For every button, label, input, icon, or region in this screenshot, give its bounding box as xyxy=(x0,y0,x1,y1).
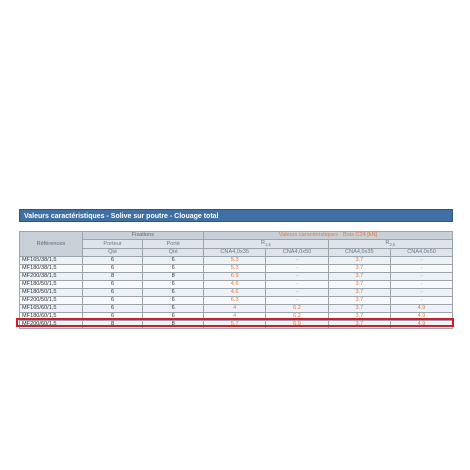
header-references: Références xyxy=(20,232,83,257)
row-r1-cna50: 6.9 xyxy=(266,321,328,329)
row-reference: MF200/60/1,5 xyxy=(20,321,83,329)
header-fixations: Fixations xyxy=(82,232,203,240)
row-r1-cna50: - xyxy=(266,273,328,281)
row-r1-cna50: - xyxy=(266,297,328,305)
r2-symbol: R xyxy=(385,240,390,246)
row-r2-cna50: - xyxy=(391,281,453,289)
row-r1-cna50: - xyxy=(266,289,328,297)
row-porte-qty: 6 xyxy=(143,265,204,273)
table-title: Valeurs caractéristiques - Solive sur poutre - Clouage total xyxy=(19,209,453,222)
row-porteur-qty: 6 xyxy=(82,281,143,289)
row-r1-cna35: 4.6 xyxy=(204,289,266,297)
table-row xyxy=(20,257,453,265)
table-row xyxy=(20,321,453,329)
row-porteur-qty: 8 xyxy=(82,321,143,329)
row-porteur-qty: 6 xyxy=(82,257,143,265)
row-porteur-qty: 6 xyxy=(82,313,143,321)
row-porteur-qty: 6 xyxy=(82,265,143,273)
row-r1-cna50: - xyxy=(266,265,328,273)
row-r2-cna50: - xyxy=(391,265,453,273)
row-r2-cna35: 3.7 xyxy=(328,281,390,289)
row-reference: MF165/38/1,5 xyxy=(20,257,83,265)
characteristic-values-panel xyxy=(19,209,453,329)
table-row xyxy=(20,265,453,273)
row-r2-cna50: - xyxy=(391,257,453,265)
row-r1-cna35: 6.9 xyxy=(204,273,266,281)
row-r2-cna50: - xyxy=(391,297,453,305)
row-porte-qty: 8 xyxy=(143,321,204,329)
row-r2-cna50: - xyxy=(391,273,453,281)
row-porteur-qty: 6 xyxy=(82,297,143,305)
row-porte-qty: 6 xyxy=(143,257,204,265)
row-r1-cna35: 4 xyxy=(204,313,266,321)
table-row xyxy=(20,281,453,289)
table-row xyxy=(20,273,453,281)
header-qte-porteur: Qté xyxy=(82,249,143,257)
title-gap xyxy=(19,222,453,231)
header-row-3 xyxy=(20,249,453,257)
header-r2k xyxy=(328,240,452,249)
row-porte-qty: 6 xyxy=(143,289,204,297)
row-r2-cna50: 4.9 xyxy=(391,305,453,313)
row-reference: MF200/50/1,5 xyxy=(20,297,83,305)
row-r1-cna35: 6.3 xyxy=(204,297,266,305)
row-r2-cna50: 4.9 xyxy=(391,321,453,329)
row-reference: MF180/60/1,5 xyxy=(20,313,83,321)
header-cna-r1-35: CNA4,0x35 xyxy=(204,249,266,257)
row-reference: MF180/50/1,5 xyxy=(20,289,83,297)
characteristic-values-table xyxy=(19,231,453,329)
row-porte-qty: 6 xyxy=(143,281,204,289)
row-r1-cna50: - xyxy=(266,257,328,265)
row-r2-cna35: 3.7 xyxy=(328,273,390,281)
row-reference: MF200/38/1,5 xyxy=(20,273,83,281)
row-r1-cna35: 5.3 xyxy=(204,257,266,265)
row-r2-cna35: 3.7 xyxy=(328,297,390,305)
row-porteur-qty: 6 xyxy=(82,305,143,313)
row-reference: MF180/38/1,5 xyxy=(20,265,83,273)
header-row-2 xyxy=(20,240,453,249)
table-row xyxy=(20,297,453,305)
header-r1k xyxy=(204,240,329,249)
row-r1-cna35: 4.6 xyxy=(204,281,266,289)
header-qte-porte: Qté xyxy=(143,249,204,257)
r1-subscript: 1,k xyxy=(264,242,271,248)
row-r1-cna50: 6.2 xyxy=(266,305,328,313)
header-porteur: Porteur xyxy=(82,240,143,249)
row-r2-cna35: 3.7 xyxy=(328,289,390,297)
row-reference: MF165/60/1,5 xyxy=(20,305,83,313)
row-r2-cna35: 3.7 xyxy=(328,257,390,265)
table-row-highlighted xyxy=(20,313,453,321)
table-row xyxy=(20,289,453,297)
row-porte-qty: 8 xyxy=(143,273,204,281)
row-r1-cna50: 6.2 xyxy=(266,313,328,321)
row-porte-qty: 6 xyxy=(143,297,204,305)
row-r2-cna35: 3.7 xyxy=(328,313,390,321)
header-cna-r2-35: CNA4,0x35 xyxy=(328,249,390,257)
row-r1-cna35: 5.3 xyxy=(204,265,266,273)
row-r2-cna50: - xyxy=(391,289,453,297)
header-row-1 xyxy=(20,232,453,240)
row-porteur-qty: 8 xyxy=(82,273,143,281)
header-cna-r1-50: CNA4,0x50 xyxy=(266,249,328,257)
table-row xyxy=(20,305,453,313)
header-cna-r2-50: CNA4,0x50 xyxy=(391,249,453,257)
row-r1-cna35: 5.7 xyxy=(204,321,266,329)
row-r2-cna35: 3.7 xyxy=(328,265,390,273)
row-r2-cna35: 3.7 xyxy=(328,321,390,329)
row-r2-cna35: 3.7 xyxy=(328,305,390,313)
row-reference: MF180/50/1,5 xyxy=(20,281,83,289)
row-porte-qty: 6 xyxy=(143,313,204,321)
header-porte: Porté xyxy=(143,240,204,249)
r1-symbol: R xyxy=(260,240,265,246)
header-values: Valeurs caractéristiques - Bois C24 [kN] xyxy=(204,232,453,240)
row-r2-cna50: 4.9 xyxy=(391,313,453,321)
row-r1-cna50: - xyxy=(266,281,328,289)
row-porte-qty: 6 xyxy=(143,305,204,313)
r2-subscript: 2,k xyxy=(389,242,396,248)
row-porteur-qty: 6 xyxy=(82,289,143,297)
row-r1-cna35: 4 xyxy=(204,305,266,313)
